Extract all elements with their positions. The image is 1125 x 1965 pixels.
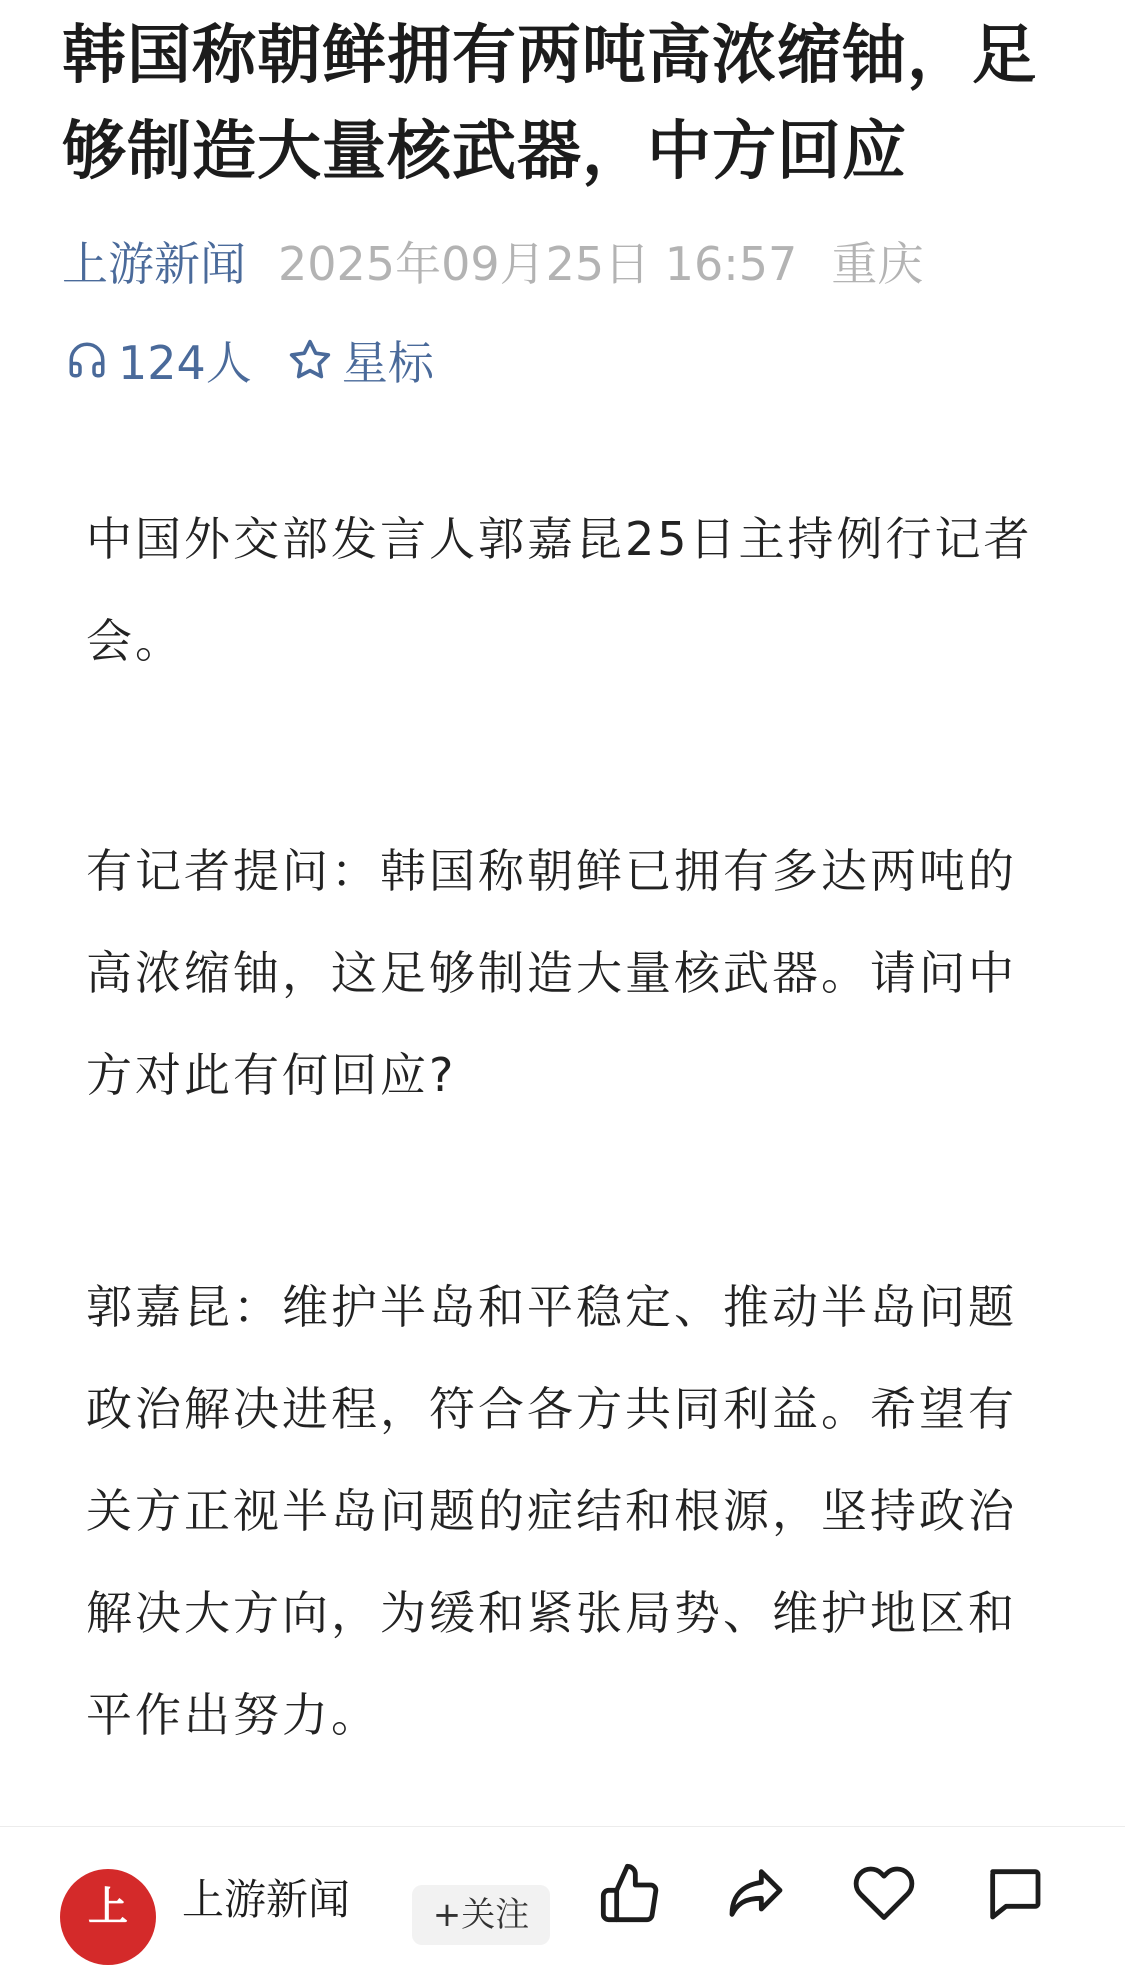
article-meta <box>62 236 923 292</box>
article-paragraph: 郭嘉昆：维护半岛和平稳定、推动半岛问题政治解决进程，符合各方共同利益。希望有关方正视半岛问题的症结和根源，坚持政治解决大方向，为缓和紧张局势、维护地区和平作出努力。 <box>86 1280 1017 1742</box>
logo-glyph: 上 <box>88 1884 128 1930</box>
headphones-icon <box>66 339 108 381</box>
follow-button[interactable]: +关注 <box>412 1885 550 1945</box>
source-link[interactable]: 上游新闻 <box>62 237 246 291</box>
thumbs-up-icon[interactable] <box>598 1861 662 1925</box>
author-name[interactable]: 上游新闻 <box>182 1875 351 1924</box>
source-logo[interactable] <box>60 1869 156 1965</box>
comment-icon[interactable] <box>982 1861 1046 1925</box>
star-button[interactable] <box>288 327 434 393</box>
article-title: 韩国称朝鲜拥有两吨高浓缩铀，足够制造大量核武器，中方回应 <box>62 19 1037 189</box>
article-paragraph: 有记者提问：韩国称朝鲜已拥有多达两吨的高浓缩铀，这足够制造大量核武器。请问中方对此有何回应? <box>86 844 1017 1102</box>
publish-time: 2025年09月25日 16:57 <box>278 237 798 291</box>
article-paragraph: 中国外交部发言人郭嘉昆25日主持例行记者会。 <box>86 512 1033 668</box>
star-outline-icon <box>288 338 332 382</box>
article-stats <box>66 332 434 388</box>
listen-count: 124人 <box>118 336 252 390</box>
heart-icon[interactable] <box>852 1861 916 1925</box>
listen-button[interactable] <box>66 327 252 393</box>
publish-location: 重庆 <box>831 237 924 291</box>
share-icon[interactable] <box>724 1861 788 1925</box>
star-label: 星标 <box>341 336 434 390</box>
bottom-action-bar <box>0 1826 1125 1935</box>
